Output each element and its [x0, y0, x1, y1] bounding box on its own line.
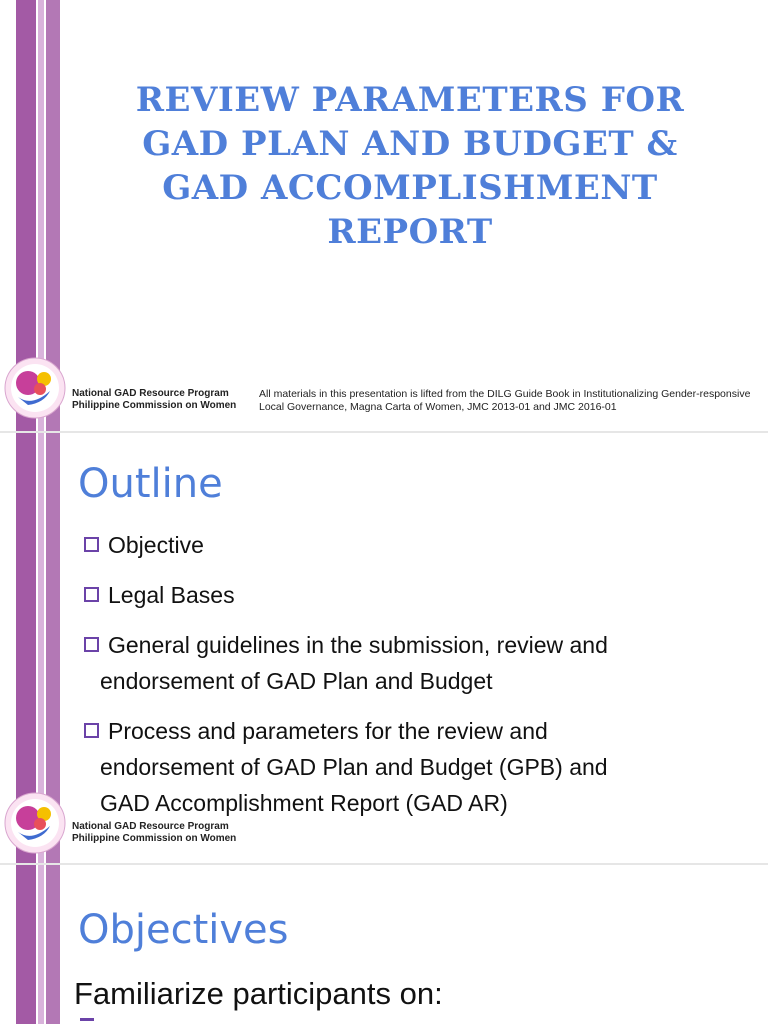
title-slide [0, 0, 768, 432]
title-line: GAD PLAN AND BUDGET & [142, 124, 678, 164]
bullet-icon [80, 1018, 94, 1024]
slide-divider [0, 431, 768, 433]
pcw-logo [4, 792, 66, 854]
slide-divider [0, 863, 768, 865]
disclaimer-text: All materials in this presentation is lifted from the DILG Guide Book in Institutionalizing Gender-responsive Local Governance, Magna Carta of Women, JMC 2013-01 and JMC 2016-01 [259, 388, 751, 413]
checkbox-bullet-icon [84, 587, 99, 602]
outline-heading: Outline [78, 461, 223, 507]
objectives-subtitle: Familiarize participants on: [74, 976, 443, 1011]
list-item: General guidelines in the submission, review and endorsement of GAD Plan and Budget [84, 627, 754, 699]
checkbox-bullet-icon [84, 723, 99, 738]
objectives-heading: Objectives [78, 907, 289, 953]
title-line: REVIEW PARAMETERS FOR [135, 80, 685, 120]
list-item: Objective [84, 527, 754, 563]
title-line: REPORT [327, 212, 493, 252]
org-name: National GAD Resource Program Philippine Commission on Women [72, 388, 237, 411]
slide-title [80, 78, 740, 254]
checkbox-bullet-icon [84, 537, 99, 552]
checkbox-bullet-icon [84, 637, 99, 652]
objectives-slide [0, 864, 768, 1024]
outline-list [84, 527, 754, 835]
list-item: Process and parameters for the review and endorsement of GAD Plan and Budget (GPB) and GAD Accomplishment Report (GAD AR) [84, 713, 754, 821]
decor-bar [16, 864, 36, 1024]
decor-bar [38, 864, 44, 1024]
decor-bar [46, 864, 60, 1024]
list-item: Legal Bases [84, 577, 754, 613]
org-name: National GAD Resource Program Philippine Commission on Women [72, 821, 237, 844]
pcw-logo [4, 357, 66, 419]
outline-slide [0, 432, 768, 864]
title-line: GAD ACCOMPLISHMENT [162, 168, 658, 208]
